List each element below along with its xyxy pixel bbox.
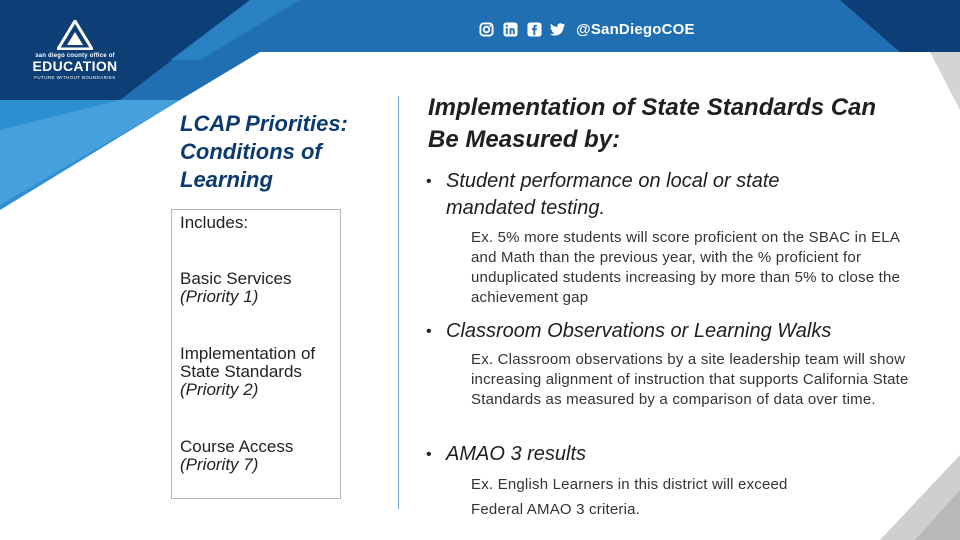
priority-name: Basic Services <box>180 269 292 288</box>
logo-tagline: FUTURE WITHOUT BOUNDARIES <box>34 75 116 80</box>
priority-item <box>180 438 293 474</box>
bullet-item <box>426 168 846 222</box>
social-handle[interactable]: @SanDiegoCOE <box>576 20 695 38</box>
social-bar <box>478 18 695 40</box>
divider-line <box>398 96 399 509</box>
sdcoe-logo <box>22 20 128 90</box>
triangle-logo-icon <box>57 20 93 50</box>
bullet-text: Student performance on local or state mandated testing. <box>446 170 780 219</box>
facebook-icon[interactable] <box>526 21 542 37</box>
bullet-dot: • <box>426 446 432 463</box>
bullet-dot: • <box>426 323 432 340</box>
priority-name: Course Access <box>180 437 294 456</box>
example-text: Ex. English Learners in this district will exceed Federal AMAO 3 criteria. <box>471 476 788 518</box>
right-accent-gray <box>930 52 960 110</box>
priority-number: (Priority 7) <box>180 455 259 474</box>
bullet-item <box>426 441 846 468</box>
priority-number: (Priority 2) <box>180 380 259 399</box>
logo-line-education: EDUCATION <box>32 58 118 74</box>
includes-label: Includes: <box>180 213 249 232</box>
priority-name: Implementation of State Standards <box>180 344 316 381</box>
bullet-text: AMAO 3 results <box>446 443 587 465</box>
right-title: Implementation of State Standards Can Be Measured by: <box>428 94 877 153</box>
example-text: Ex. Classroom observations by a site leadership team will show increasing alignment of instruction that supports California State Standards as measured by a comparison of data over time. <box>471 351 909 408</box>
twitter-icon[interactable] <box>550 21 566 37</box>
priority-item <box>180 345 340 399</box>
logo-line-county: san diego county office of <box>35 53 115 59</box>
linkedin-icon[interactable] <box>502 21 518 37</box>
priority-item <box>180 270 291 306</box>
left-title: LCAP Priorities: Conditions of Learning <box>180 111 348 192</box>
instagram-icon[interactable] <box>478 21 494 37</box>
bullet-dot: • <box>426 173 432 190</box>
includes-box <box>171 209 341 499</box>
bullet-item <box>426 318 926 345</box>
example-text: Ex. 5% more students will score proficient on the SBAC in ELA and Math than the previous year, with the % proficient for unduplicated students increasing by more than 5% to close the achievement gap <box>471 229 901 306</box>
bullet-text: Classroom Observations or Learning Walks <box>446 320 832 342</box>
priority-number: (Priority 1) <box>180 287 259 306</box>
